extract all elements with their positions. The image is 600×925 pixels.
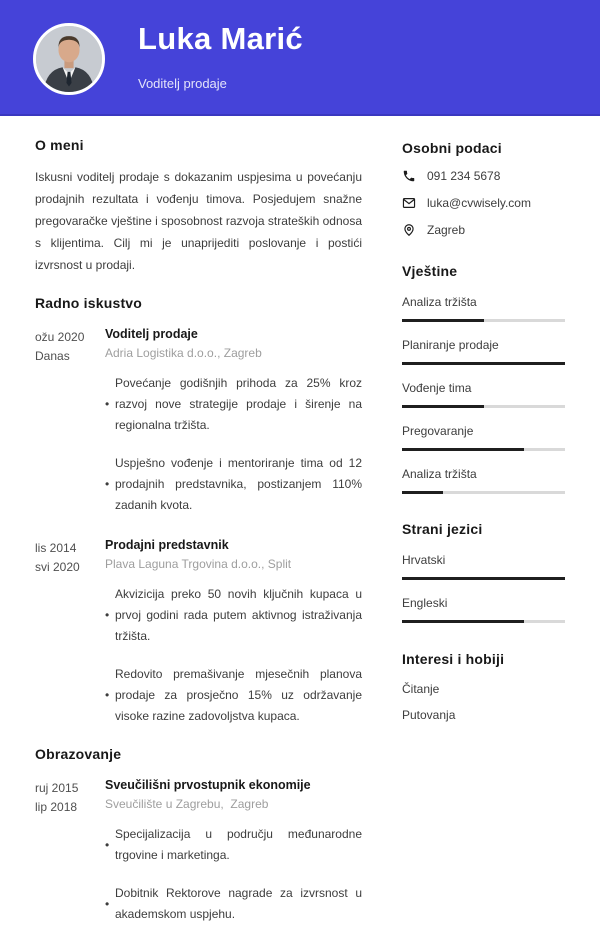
skills-heading: Vještine bbox=[402, 263, 458, 279]
header-text bbox=[138, 23, 303, 91]
section-contact bbox=[402, 140, 565, 237]
entry-bullet bbox=[105, 883, 362, 925]
language-bar bbox=[402, 577, 565, 580]
entry-bullet bbox=[105, 664, 362, 727]
skill-label: Planiranje prodaje bbox=[402, 338, 499, 352]
section-skills bbox=[402, 263, 565, 494]
bullet-text: Uspješno vođenje i mentoriranje tima od 12 prodajnih predstavnika, postizanjem 110% zadanih kvota. bbox=[115, 456, 362, 512]
contact-heading: Osobni podaci bbox=[402, 140, 502, 156]
skill-label: Analiza tržišta bbox=[402, 295, 477, 309]
skill-bar-fill bbox=[402, 405, 484, 408]
skill-bar bbox=[402, 448, 565, 451]
language-bar-fill bbox=[402, 620, 524, 623]
languages-heading: Strani jezici bbox=[402, 521, 483, 537]
entry-body bbox=[105, 778, 362, 925]
about-text: Iskusni voditelj prodaje s dokazanim uspjesima u povećanju prodajnih rezultata i vođenju timova. Posjedujem snažne pregovaračke vještine i sposobnost razvoja strateških odnosa s klijentima. Cilj mi je unaprijediti poslovanje i postići izvrsnost u prodaji. bbox=[35, 170, 362, 272]
section-interests bbox=[402, 651, 565, 723]
header bbox=[0, 0, 600, 116]
language-label: Engleski bbox=[402, 596, 448, 610]
language-item bbox=[402, 596, 565, 623]
interest-item: Putovanja bbox=[402, 708, 456, 722]
entry-dates bbox=[35, 538, 105, 727]
section-languages bbox=[402, 521, 565, 623]
skill-item bbox=[402, 424, 565, 451]
language-bar-fill bbox=[402, 577, 565, 580]
entry-bullet bbox=[105, 824, 362, 866]
location-value: Zagreb bbox=[427, 223, 466, 237]
language-label: Hrvatski bbox=[402, 553, 446, 567]
skill-item bbox=[402, 338, 565, 365]
bullet-text: Povećanje godišnjih prihoda za 25% kroz razvoj nove strategije prodaje i širenje na regionalna tržišta. bbox=[115, 376, 362, 432]
right-column bbox=[402, 116, 565, 925]
about-heading: O meni bbox=[35, 137, 84, 153]
bullet-text: Specijalizacija u području međunarodne trgovine i marketinga. bbox=[115, 827, 362, 862]
experience-entry bbox=[35, 538, 362, 727]
section-about bbox=[35, 137, 362, 276]
education-entry bbox=[35, 778, 362, 925]
skill-bar bbox=[402, 319, 565, 322]
bullet-dot-icon: • bbox=[105, 896, 110, 911]
entry-bullet bbox=[105, 373, 362, 436]
entry-company: Adria Logistika d.o.o., Zagreb bbox=[105, 346, 262, 360]
entry-company: Plava Laguna Trgovina d.o.o., Split bbox=[105, 557, 292, 571]
date-from: lis 2014 bbox=[35, 541, 77, 555]
skill-label: Vođenje tima bbox=[402, 381, 472, 395]
skill-bar-fill bbox=[402, 448, 524, 451]
skill-label: Analiza tržišta bbox=[402, 467, 477, 481]
entry-title: Sveučilišni prvostupnik ekonomije bbox=[105, 778, 311, 792]
bullet-dot-icon: • bbox=[105, 837, 110, 852]
location-pin-icon bbox=[402, 223, 416, 237]
entry-title: Voditelj prodaje bbox=[105, 327, 198, 341]
experience-heading: Radno iskustvo bbox=[35, 295, 143, 311]
skill-bar bbox=[402, 362, 565, 365]
avatar bbox=[36, 26, 102, 92]
email-value: luka@cvwisely.com bbox=[427, 196, 531, 210]
entry-dates bbox=[35, 778, 105, 925]
left-column bbox=[35, 116, 362, 925]
bullet-dot-icon: • bbox=[105, 608, 110, 622]
date-to: lip 2018 bbox=[35, 800, 78, 814]
skill-bar bbox=[402, 491, 565, 494]
contact-email-row bbox=[402, 196, 565, 210]
language-bar bbox=[402, 620, 565, 623]
bullet-dot-icon: • bbox=[105, 688, 110, 702]
date-to: svi 2020 bbox=[35, 560, 80, 574]
language-item bbox=[402, 553, 565, 580]
section-experience bbox=[35, 295, 362, 727]
main-content bbox=[0, 116, 600, 925]
skill-item bbox=[402, 467, 565, 494]
date-to: Danas bbox=[35, 349, 70, 363]
education-heading: Obrazovanje bbox=[35, 746, 122, 762]
date-from: ožu 2020 bbox=[35, 330, 85, 344]
interests-heading: Interesi i hobiji bbox=[402, 651, 505, 667]
skill-label: Pregovaranje bbox=[402, 424, 474, 438]
phone-icon bbox=[402, 169, 416, 183]
person-name: Luka Marić bbox=[138, 21, 303, 56]
experience-entry bbox=[35, 327, 362, 516]
bullet-dot-icon: • bbox=[105, 397, 110, 411]
entry-school: Sveučilište u Zagrebu, Zagreb bbox=[105, 797, 269, 811]
skill-item bbox=[402, 381, 565, 408]
bullet-text: Dobitnik Rektorove nagrade za izvrsnost u akademskom uspjehu. bbox=[115, 886, 362, 921]
section-education bbox=[35, 746, 362, 925]
entry-bullet bbox=[105, 584, 362, 647]
entry-body bbox=[105, 538, 362, 727]
skill-bar-fill bbox=[402, 319, 484, 322]
profile-photo bbox=[33, 23, 105, 95]
skill-bar-fill bbox=[402, 362, 565, 365]
date-from: ruj 2015 bbox=[35, 781, 79, 795]
entry-bullet bbox=[105, 453, 362, 516]
contact-location-row bbox=[402, 223, 565, 237]
skill-bar-fill bbox=[402, 491, 443, 494]
person-job-title: Voditelj prodaje bbox=[138, 76, 227, 91]
phone-value: 091 234 5678 bbox=[427, 169, 501, 183]
contact-phone-row bbox=[402, 169, 565, 183]
interest-item: Čitanje bbox=[402, 682, 440, 696]
bullet-text: Akvizicija preko 50 novih ključnih kupaca u prvoj godini rada putem aktivnog istraživanja tržišta. bbox=[115, 587, 362, 643]
envelope-icon bbox=[402, 196, 416, 210]
skill-item bbox=[402, 295, 565, 322]
entry-title: Prodajni predstavnik bbox=[105, 538, 229, 552]
skill-bar bbox=[402, 405, 565, 408]
bullet-dot-icon: • bbox=[105, 477, 110, 491]
bullet-text: Redovito premašivanje mjesečnih planova prodaje za prosječno 15% uz održavanje visoke razine zadovoljstva kupaca. bbox=[115, 667, 362, 723]
entry-dates bbox=[35, 327, 105, 516]
entry-body bbox=[105, 327, 362, 516]
